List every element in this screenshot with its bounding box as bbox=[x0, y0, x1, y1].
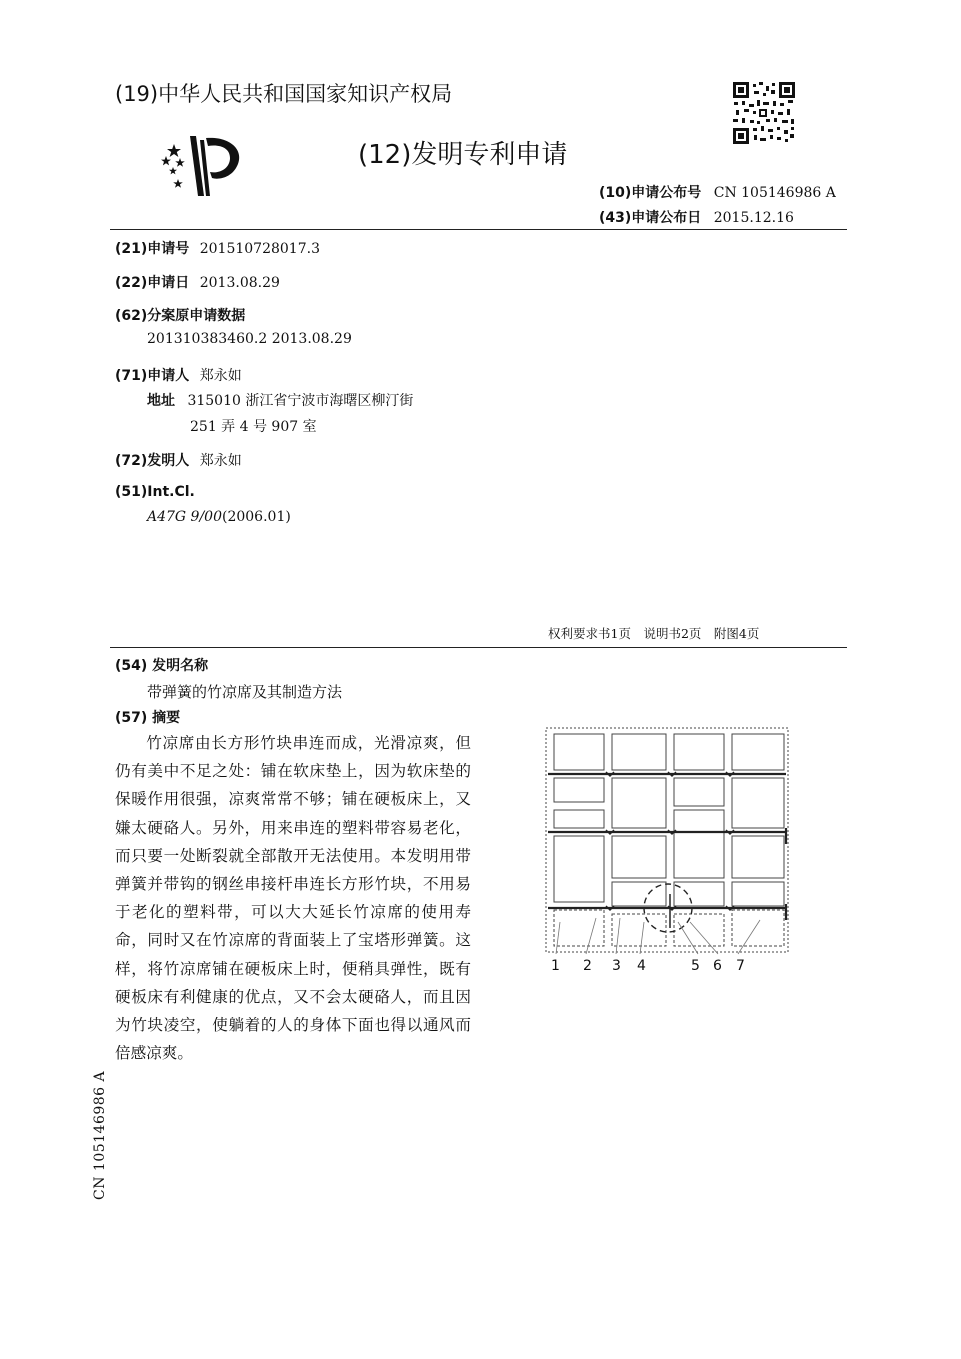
publication-number: CN 105146986 A bbox=[713, 185, 836, 201]
filing-date: 2013.08.29 bbox=[199, 275, 280, 291]
abstract-text: 竹凉席由长方形竹块串连而成，光滑凉爽，但仍有美中不足之处：铺在软床垫上，因为软床垫的保暖作用很强，凉爽常常不够；铺在硬板床上，又嫌太硬硌人。另外，用来串连的塑料带容易老化，而只要一处断裂就全部散开无法使用。本发明用带弹簧并带钩的钢丝串接杆串连长方形竹块，不用易于老化的塑料带，可以大大延长竹凉席的使用寿命，同时又在竹凉席的背面装上了宝塔形弹簧。这样，将竹凉席铺在硬板床上时，便稍具弹性，既有硬板床有利健康的优点，又不会太硬硌人，而且因为竹块凌空，使躺着的人的身体下面也得以通风而倍感凉爽。 bbox=[115, 734, 471, 1063]
filing-date-row bbox=[115, 272, 280, 292]
division-data-label: (62)分案原申请数据 bbox=[115, 308, 246, 324]
invention-title: 带弹簧的竹凉席及其制造方法 bbox=[147, 683, 343, 701]
figure-label-1: 1 bbox=[551, 958, 560, 974]
filing-date-label: (22)申请日 bbox=[115, 275, 190, 291]
inventor-label: (72)发明人 bbox=[115, 453, 190, 469]
application-number-label: (21)申请号 bbox=[115, 241, 190, 257]
ipc-label: (51)Int.Cl. bbox=[115, 484, 195, 500]
division-data: 201310383460.2 2013.08.29 bbox=[147, 331, 352, 347]
abstract-figure bbox=[540, 722, 794, 980]
cnipa-logo-icon bbox=[160, 134, 246, 198]
page-counts: 权利要求书1页 说明书2页 附图4页 bbox=[548, 626, 760, 641]
ipc-code: A47G 9/00 bbox=[147, 509, 222, 525]
address-line-2: 251 弄 4 号 907 室 bbox=[190, 419, 317, 435]
figure-label-2: 2 bbox=[583, 958, 592, 974]
figure-label-6: 6 bbox=[713, 958, 722, 974]
application-number-row bbox=[115, 238, 320, 258]
qr-code-icon bbox=[733, 82, 795, 144]
header-divider bbox=[110, 229, 847, 230]
address-label: 地址 bbox=[147, 393, 175, 409]
publication-date-row bbox=[599, 207, 794, 227]
figure-label-7: 7 bbox=[736, 958, 745, 974]
publication-date: 2015.12.16 bbox=[713, 210, 794, 226]
applicant-label: (71)申请人 bbox=[115, 368, 190, 384]
document-type: (12)发明专利申请 bbox=[358, 140, 568, 170]
inventor-name: 郑永如 bbox=[199, 453, 242, 469]
applicant-name: 郑永如 bbox=[199, 368, 242, 384]
figure-label-4: 4 bbox=[637, 958, 646, 974]
applicant-row bbox=[115, 365, 242, 385]
figure-label-3: 3 bbox=[612, 958, 621, 974]
ipc-row bbox=[115, 484, 195, 500]
ipc-classification bbox=[147, 509, 291, 525]
figure-label-5: 5 bbox=[691, 958, 700, 974]
ipc-version: (2006.01) bbox=[222, 509, 291, 525]
office-name: (19)中华人民共和国国家知识产权局 bbox=[115, 82, 453, 106]
publication-number-label: (10)申请公布号 bbox=[599, 185, 702, 201]
abstract-label: (57) 摘要 bbox=[115, 710, 181, 726]
publication-number-row bbox=[599, 182, 836, 202]
address-row bbox=[147, 390, 413, 410]
division-data-row bbox=[115, 305, 245, 325]
address-line-1: 315010 浙江省宁波市海曙区柳汀街 bbox=[187, 393, 414, 409]
publication-date-label: (43)申请公布日 bbox=[599, 210, 702, 226]
abstract-divider bbox=[110, 647, 847, 648]
inventor-row bbox=[115, 450, 242, 470]
invention-title-label: (54) 发明名称 bbox=[115, 658, 209, 674]
application-number: 201510728017.3 bbox=[199, 241, 320, 257]
side-publication-number: CN 105146986 A bbox=[92, 1070, 108, 1200]
